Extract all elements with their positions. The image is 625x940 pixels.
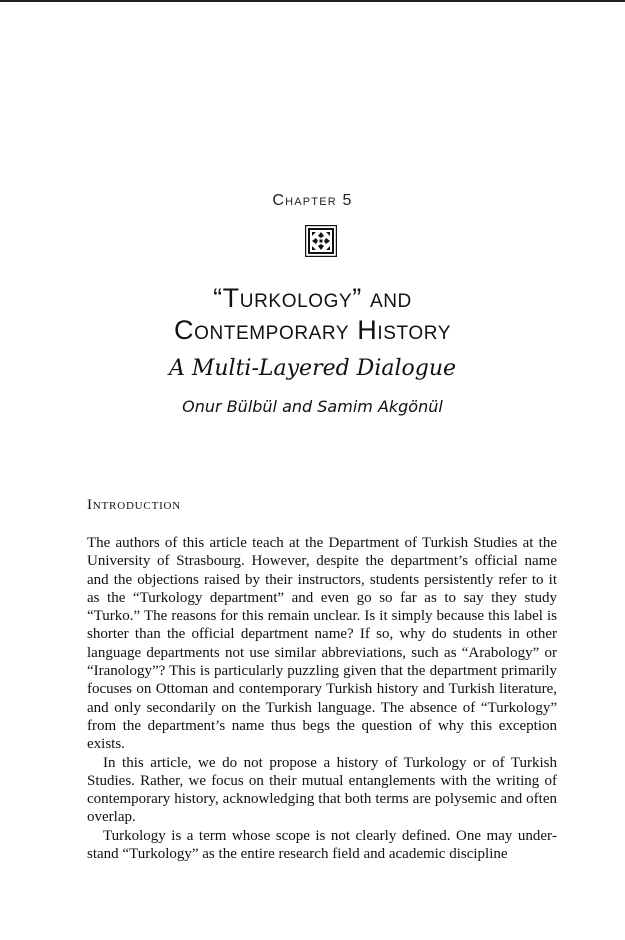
chapter-title-line-1: “Turkology” and [213,283,412,313]
chapter-title [0,282,625,346]
top-rule [0,0,625,2]
paragraph: In this article, we do not propose a history of Turkology or of Turkish Studies. Rather, we focus on their mutual entanglements with the writing of contemporary history, acknowledging that both terms are polysemic and often overlap. [87,754,557,826]
paragraph: Turkology is a term whose scope is not clearly defined. One may understand “Turkology” as the entire research field and academic discipline [87,827,557,863]
body-text [87,534,557,863]
paragraph: The authors of this article teach at the Department of Turkish Studies at the University of Strasbourg. However, despite the department’s official name and the objections raised by their instructors, students persistently refer to it as the “Turkology department” and even go so far as to say they study “Turko.” The reasons for this remain unclear. Is it simply because this label is shorter than the official department name? If so, why do students in other language departments not use similar abbreviations, such as “Arabology” or “Iranology”? This is particularly puzzling given that the department primarily focuses on Ottoman and contemporary Turkish history and Turkish literature, and only secondarily on the Turkish language. The absence of “Turkology” from the department’s name thus begs the question of why this exception exists. [87,535,557,753]
chapter-subtitle: A Multi-Layered Dialogue [168,356,457,381]
section-heading: Introduction [87,497,182,513]
decorative-ornament-icon [305,225,337,257]
chapter-authors: Onur Bülbül and Samim Akgönül [182,397,443,416]
chapter-label: Chapter 5 [272,192,353,209]
chapter-title-line-2: Contemporary History [173,315,452,345]
